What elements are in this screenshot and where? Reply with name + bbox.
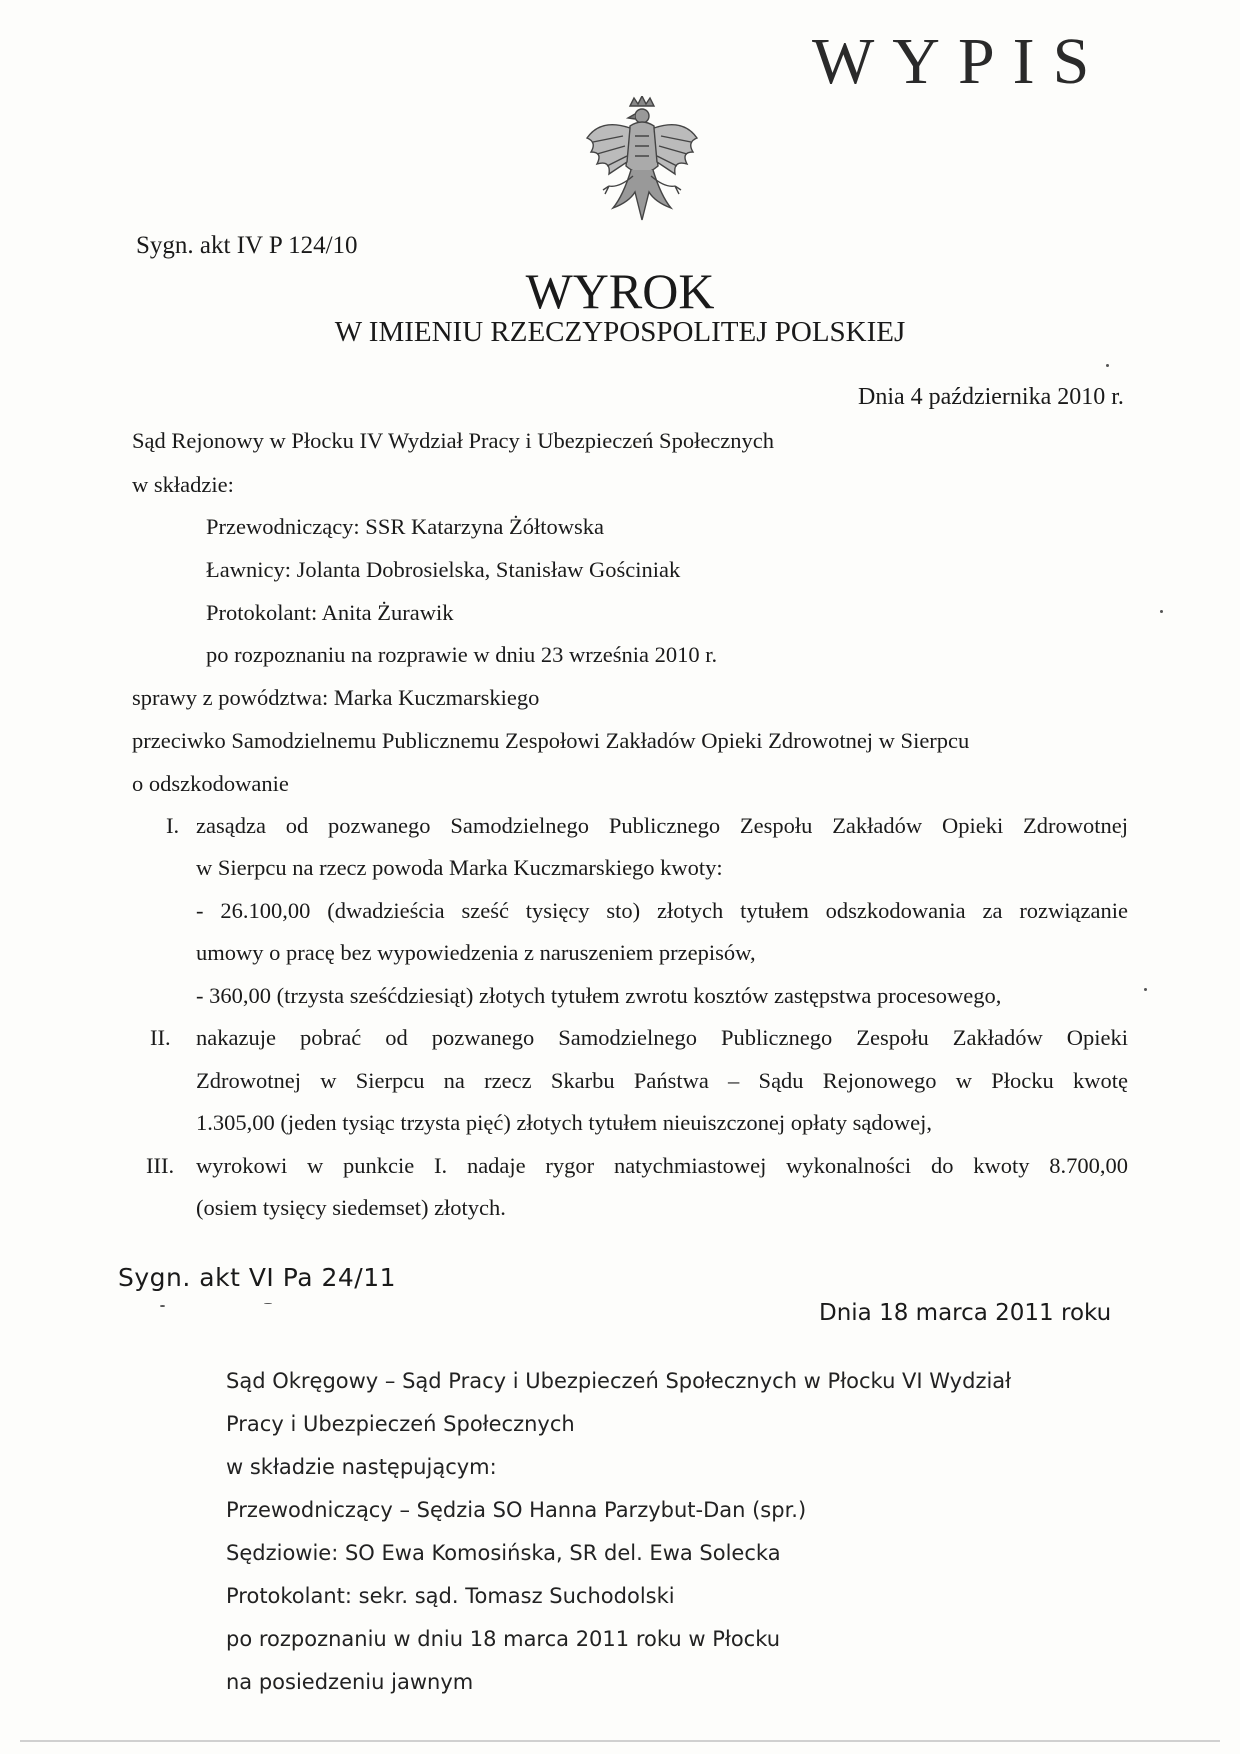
document-subtitle: W IMIENIU RZECZYPOSPOLITEJ POLSKIEJ — [334, 316, 906, 348]
ruling-number: II. — [150, 1025, 171, 1050]
ruling-line: - 26.100,00 (dwadzieścia sześć tysięcy sto) złotych tytułem odszkodowania za rozwiązanie — [196, 898, 1128, 923]
appeal-court-line: Pracy i Ubezpieczeń Społecznych — [226, 1412, 575, 1436]
ruling-line: nakazuje pobrać od pozwanego Samodzielnego Publicznego Zespołu Zakładów Opieki — [196, 1025, 1128, 1050]
ruling-line: wyrokowi w punkcie I. nadaje rygor natychmiastowej wykonalności do kwoty 8.700,00 — [196, 1153, 1128, 1178]
scan-edge — [20, 1740, 1220, 1742]
appeal-judges: Sędziowie: SO Ewa Komosińska, SR del. Ewa Solecka — [226, 1541, 781, 1565]
ruling-line: umowy o pracę bez wypowiedzenia z naruszeniem przepisów, — [196, 940, 756, 965]
defendant: przeciwko Samodzielnemu Publicznemu Zespołowi Zakładów Opieki Zdrowotnej w Sierpcu — [132, 728, 970, 753]
appeal-presiding-judge: Przewodniczący – Sędzia SO Hanna Parzybut-Dan (spr.) — [226, 1498, 807, 1522]
polish-eagle-emblem-icon — [583, 96, 701, 222]
appeal-composition-label: w składzie następującym: — [226, 1455, 497, 1479]
claimant: sprawy z powództwa: Marka Kuczmarskiego — [132, 685, 540, 710]
ruling-number: III. — [146, 1153, 175, 1178]
hearing-date: po rozpoznaniu na rozprawie w dniu 23 września 2010 r. — [206, 642, 718, 667]
scan-speck — [160, 1305, 165, 1307]
composition-label: w składzie: — [132, 472, 234, 497]
appeal-session: na posiedzeniu jawnym — [226, 1670, 474, 1694]
document-title: WYROK — [525, 263, 715, 319]
ruling-line: (osiem tysięcy siedemset) złotych. — [196, 1195, 506, 1220]
clerk: Protokolant: Anita Żurawik — [206, 600, 454, 625]
court-name: Sąd Rejonowy w Płocku IV Wydział Pracy i Ubezpieczeń Społecznych — [132, 428, 775, 453]
case-reference: Sygn. akt IV P 124/10 — [136, 232, 358, 259]
scan-speck — [1144, 988, 1147, 991]
scan-speck — [1160, 610, 1163, 613]
wypis-stamp: WYPIS — [812, 25, 1108, 98]
scan-speck — [264, 1303, 272, 1304]
ruling-line: Zdrowotnej w Sierpcu na rzecz Skarbu Państwa – Sądu Rejonowego w Płocku kwotę — [196, 1068, 1128, 1093]
appeal-date: Dnia 18 marca 2011 roku — [819, 1300, 1112, 1326]
appeal-clerk: Protokolant: sekr. sąd. Tomasz Suchodolski — [226, 1584, 675, 1608]
appeal-hearing: po rozpoznaniu w dniu 18 marca 2011 roku w Płocku — [226, 1627, 781, 1651]
ruling-line: zasądza od pozwanego Samodzielnego Publicznego Zespołu Zakładów Opieki Zdrowotnej — [196, 813, 1128, 838]
ruling-number: I. — [166, 813, 180, 838]
presiding-judge: Przewodniczący: SSR Katarzyna Żółtowska — [206, 514, 605, 539]
ruling-line: 1.305,00 (jeden tysiąc trzysta pięć) złotych tytułem nieuiszczonej opłaty sądowej, — [196, 1110, 933, 1135]
case-subject: o odszkodowanie — [132, 771, 289, 796]
ruling-line: w Sierpcu na rzecz powoda Marka Kuczmarskiego kwoty: — [196, 855, 723, 880]
ruling-line: - 360,00 (trzysta sześćdziesiąt) złotych tytułem zwrotu kosztów zastępstwa procesowego, — [196, 983, 1002, 1008]
appeal-case-reference: Sygn. akt VI Pa 24/11 — [118, 1263, 397, 1292]
judgment-date: Dnia 4 października 2010 r. — [858, 384, 1124, 410]
lay-judges: Ławnicy: Jolanta Dobrosielska, Stanisław Gościniak — [206, 557, 681, 582]
appeal-court-line: Sąd Okręgowy – Sąd Pracy i Ubezpieczeń Społecznych w Płocku VI Wydział — [226, 1369, 1012, 1393]
scan-speck — [1106, 364, 1109, 367]
